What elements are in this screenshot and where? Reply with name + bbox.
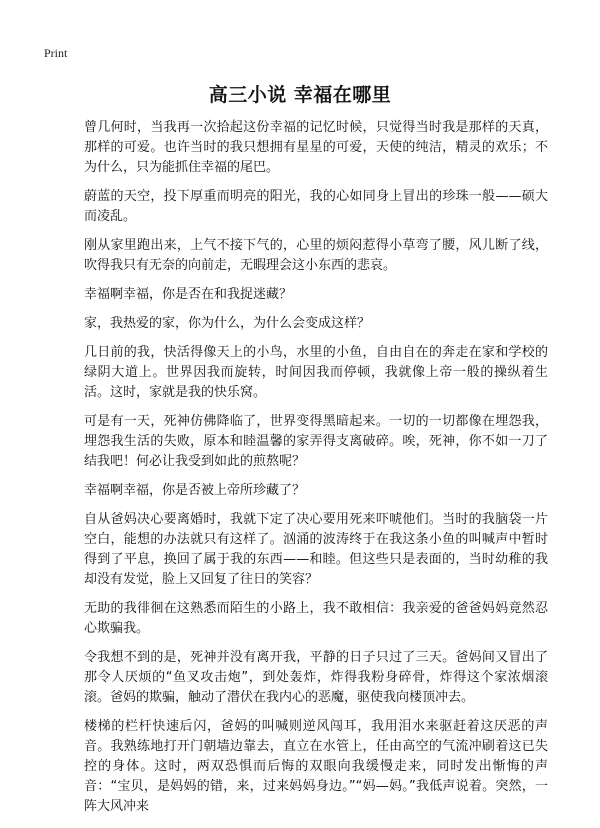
paragraph-8: 幸福啊幸福，你是否被上帝所珍藏了？ <box>84 483 306 498</box>
paragraph-1: 曾几何时，当我再一次拾起这份幸福的记忆时候，只觉得当时我是那样的天真，那样的可爱。也许当时的我只想拥有星星的可爱，天使的纯洁，精灵的欢乐；不为什么，只为能抓住幸福的尾巴。 <box>84 120 548 175</box>
page-title: 高三小说 幸福在哪里 <box>208 84 392 106</box>
paragraph-7: 可是有一天，死神仿佛降临了，世界变得黑暗起来。一切的一切都像在埋怨我，埋怨我生活的失败，原本和睦温馨的家弄得支离破碎。唉，死神，你不如一刀了结我吧！何必让我受到如此的煎熬呢？ <box>84 414 548 469</box>
print-link[interactable]: Print <box>44 46 68 60</box>
paragraph-11: 令我想不到的是，死神并没有离开我，平静的日子只过了三天。爸妈间又冒出了那令人厌烦的“鱼叉攻击炮”，到处轰炸，炸得我粉身碎骨，炸得这个家浓烟滚滚。爸妈的欺骗，触动了潜伏在我内心的恶魔，驱使我向楼顶冲去。 <box>84 650 548 705</box>
article-body <box>84 118 548 826</box>
paragraph-12: 楼梯的栏杆快速后闪，爸妈的叫喊则逆风闯耳，我用泪水来驱赶着这厌恶的声音。我熟练地打开门朝墙边靠去，直立在水管上，任由高空的气流冲刷着这已失控的身体。这时，两双恐惧而后悔的双眼向我缓慢走来，同时发出惭悔的声音：“宝贝，是妈妈的错，来，过来妈妈身边。”“妈—妈。”我低声说着。突然，一阵大风冲来 <box>84 719 548 814</box>
paragraph-9: 自从爸妈决心要离婚时，我就下定了决心要用死来吓唬他们。当时的我脑袋一片空白，能想的办法就只有这样了。汹涌的波涛终于在我这条小鱼的叫喊声中暂时得到了平息，换回了属于我的东西——和睦。但这些只是表面的，当时幼稚的我却没有发觉，脸上又回复了往日的笑容？ <box>84 512 548 587</box>
paragraph-5: 家，我热爱的家，你为什么，为什么会变成这样？ <box>84 316 371 331</box>
paragraph-6: 几日前的我，快活得像天上的小鸟，水里的小鱼，自由自在的奔走在家和学校的绿阴大道上。世界因我而旋转，时间因我而停顿，我就像上帝一般的操纵着生活。这时，家就是我的快乐窝。 <box>84 345 548 400</box>
paragraph-3: 刚从家里跑出来，上气不接下气的，心里的烦闷惹得小草弯了腰，风儿断了线，吹得我只有无奈的向前走，无暇理会这小东西的悲哀。 <box>84 238 548 273</box>
paragraph-2: 蔚蓝的天空，投下厚重而明亮的阳光，我的心如同身上冒出的珍珠一般——硕大而凌乱。 <box>84 189 548 224</box>
paragraph-4: 幸福啊幸福，你是否在和我捉迷藏？ <box>84 287 293 302</box>
paragraph-10: 无助的我徘徊在这熟悉而陌生的小路上，我不敢相信：我亲爱的爸爸妈妈竟然忍心欺骗我。 <box>84 601 548 636</box>
